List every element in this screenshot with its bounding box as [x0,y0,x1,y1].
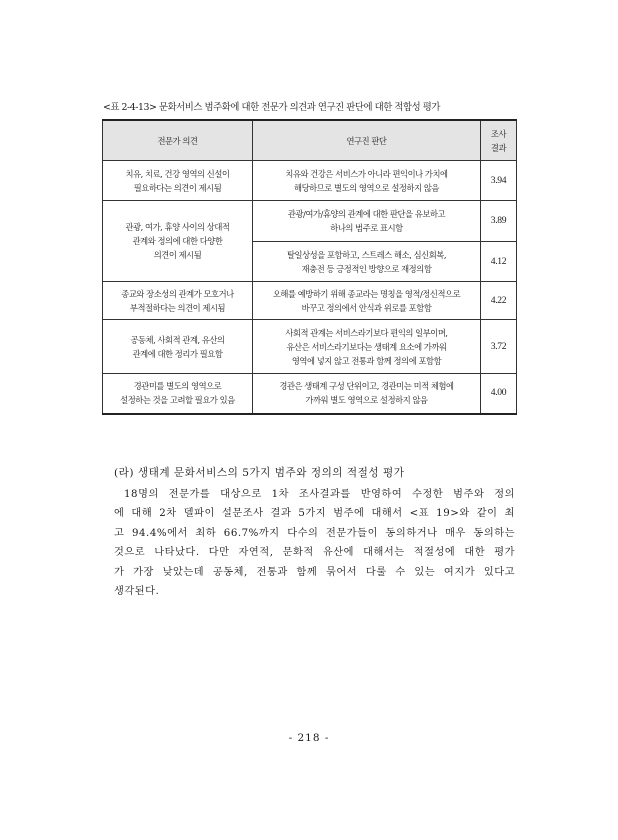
body-line: 가 가장 낮았는데 공동체, 전통과 함께 묶어서 다룰 수 있는 여지가 있다고 [114,566,515,578]
table-row [103,282,517,320]
expert-opinion-line: 경관미를 별도의 영역으로 [133,381,222,392]
header-researcher-judgment: 연구진 판단 [253,120,481,161]
researcher-judgment-line: 사회적 관계는 서비스라기보다 편익의 일부이며, [285,327,448,338]
researcher-judgment-cell [253,374,481,414]
header-survey-result-line1: 조사 [490,128,507,139]
table-row [103,374,517,414]
expert-opinion-cell [103,320,253,374]
expert-opinion-cell [103,201,253,282]
survey-score-cell: 3.72 [481,320,517,374]
researcher-judgment-cell [253,201,481,242]
researcher-judgment-line: 관광/여가/휴양의 관계에 대한 판단을 유보하고 [287,209,446,219]
body-line: 생각된다. [114,586,160,598]
body-line: 것으로 나타났다. 다만 자연적, 문화적 유산에 대해서는 적절성에 대한 평가 [114,547,515,559]
researcher-judgment-line: 하나의 범주로 표시함 [330,223,403,233]
expert-opinion-line: 부적절하다는 의견이 제시됨 [129,302,226,313]
researcher-judgment-line: 바꾸고 정의에서 안식과 위로를 포함함 [301,302,432,313]
expert-opinion-line: 공동체, 사회적 관계, 유산의 [130,334,225,345]
table-header-row [103,120,517,161]
expert-opinion-line: 의견이 제시됨 [153,250,202,260]
table-caption: <표 2-4-13> 문화서비스 범주화에 대한 전문가 의견과 연구진 판단에 대한 적합성 평가 [103,102,440,113]
researcher-judgment-cell [253,242,481,282]
researcher-judgment-cell [253,320,481,374]
researcher-judgment-line: 탈일상성을 포함하고, 스트레스 해소, 심신회복, [286,249,447,260]
table-row [103,320,517,374]
body-line: 에 대해 2차 델파이 설문조사 결과 5가지 범주에 대해서 <표 19>와 같이 최 [114,508,515,520]
expert-opinion-line: 치유, 치료, 건강 영역의 신설이 [125,168,230,179]
researcher-judgment-cell [253,161,481,201]
researcher-judgment-line: 재충전 등 긍정적인 방향으로 재정의함 [301,263,432,274]
header-survey-result-line2: 결과 [490,142,507,153]
expert-opinion-line: 관계와 정의에 대한 다양한 [132,236,223,246]
body-paragraph [114,485,515,601]
researcher-judgment-line: 해당하므로 별도의 영역으로 설정하지 않음 [294,182,439,193]
body-line: 18명의 전문가를 대상으로 1차 조사결과를 반영하여 수정한 범주와 정의 [124,489,515,500]
body-line: 고 94.4%에서 최하 66.7%까지 다수의 전문가들이 동의하거나 매우 동의하는 [114,527,515,539]
researcher-judgment-line: 치유와 건강은 서비스가 아니라 편익이나 가치에 [285,168,448,179]
section-title: (라) 생태계 문화서비스의 5가지 범주와 정의의 적절성 평가 [114,467,405,479]
researcher-judgment-line: 오해를 예방하기 위해 종교라는 명칭을 영적/정신적으로 [272,288,461,299]
researcher-judgment-line: 영역에 넣지 않고 전통과 함께 정의에 포함함 [291,355,442,366]
expert-opinion-cell [103,161,253,201]
expert-opinion-cell [103,282,253,320]
header-expert-opinion: 전문가 의견 [103,120,253,161]
header-survey-result [481,120,517,161]
expert-opinion-line: 설정하는 것을 고려할 필요가 있음 [120,395,235,406]
researcher-judgment-line: 유산은 서비스라기보다는 생태계 요소에 가까워 [286,341,447,352]
expert-opinion-line: 종교와 장소성의 관계가 모호거나 [121,288,234,299]
evaluation-table [102,119,517,415]
survey-score-cell: 3.89 [481,201,517,242]
page-number: - 218 - [288,732,330,744]
survey-score-cell: 4.00 [481,374,517,414]
researcher-judgment-line: 경관은 생태계 구성 단위이고, 경관미는 미적 체험에 [279,381,454,392]
survey-score-cell: 4.22 [481,282,517,320]
expert-opinion-line: 관계에 대한 정리가 필요함 [132,348,223,359]
survey-score-cell: 3.94 [481,161,517,201]
table-row [103,161,517,201]
expert-opinion-cell [103,374,253,414]
survey-score-cell: 4.12 [481,242,517,282]
researcher-judgment-cell [253,282,481,320]
researcher-judgment-line: 가까워 별도 영역으로 설정하지 않음 [305,395,428,406]
table-row [103,201,517,242]
expert-opinion-line: 관광, 여가, 휴양 사이의 상대적 [125,222,230,232]
expert-opinion-line: 필요하다는 의견이 제시됨 [133,182,222,193]
